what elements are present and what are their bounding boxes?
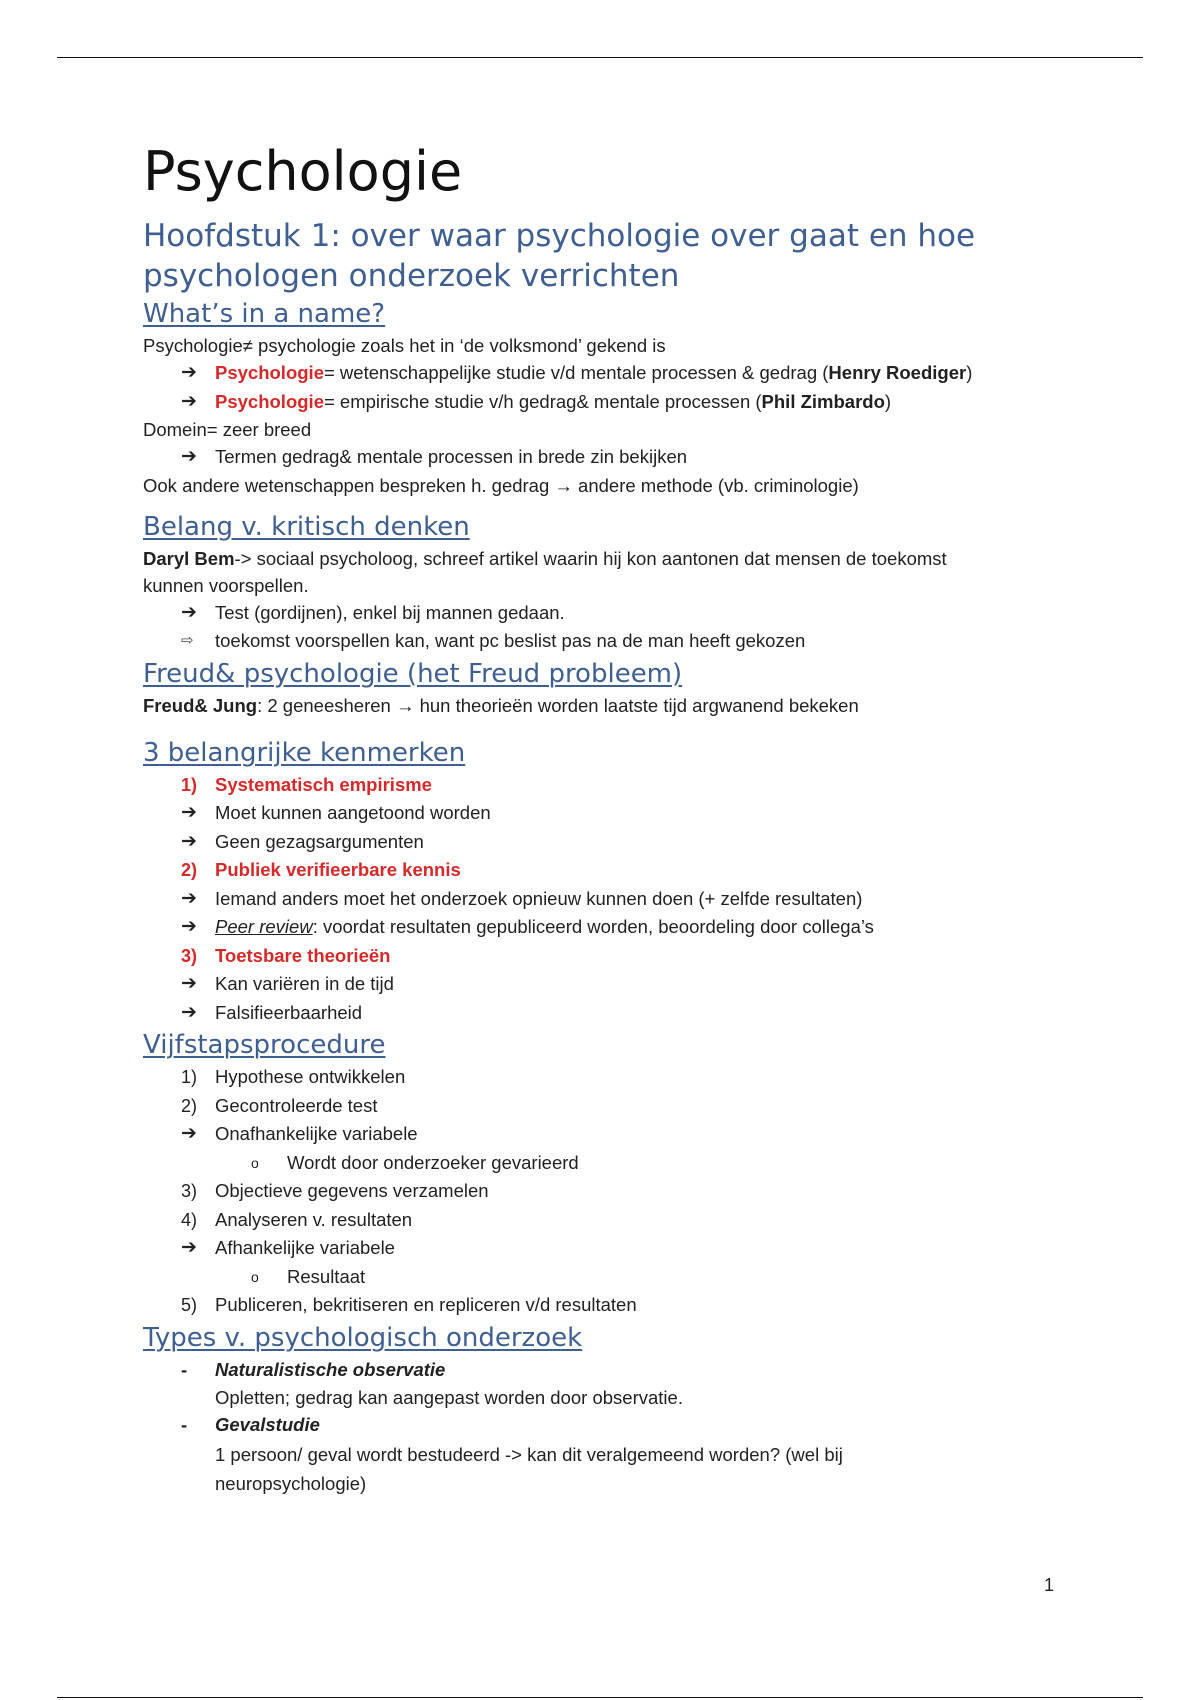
list-number: 2) [181,860,198,880]
text-fragment: kunnen voorspellen. [143,574,309,596]
list-item-text: Analyseren v. resultaten [215,1208,413,1230]
list-item [143,359,1043,388]
list-item [143,799,1043,828]
paragraph: Psychologie≠ psychologie zoals het in ‘de volksmond’ gekend is [143,335,666,356]
list-item-text: Onafhankelijke variabele [215,1123,418,1144]
arrow-bullet-icon: ➔ [181,1237,197,1258]
paragraph [215,1440,1043,1498]
list-item-text: Afhankelijke variabele [215,1237,395,1258]
text-fragment: : 2 geneesheren [257,694,391,716]
list-item-text: Termen gedrag& mentale processen in brede zin bekijken [215,446,688,467]
list-item-text: Kan variëren in de tijd [215,973,394,994]
list-item-text: Publiek verifieerbare kennis [215,859,461,880]
emphasized-term: Peer review [215,916,313,937]
list-number: 3) [181,1181,198,1201]
arrow-bullet-icon: ➔ [181,830,197,852]
list-item [143,627,1043,656]
section-heading-kritisch-denken: Belang v. kritisch denken [143,511,470,542]
section-heading-kenmerken: 3 belangrijke kenmerken [143,737,466,768]
section-heading-whats-in-a-name: What’s in a name? [143,299,386,329]
section-heading-freud: Freud& psychologie (het Freud probleem) [143,658,683,689]
text-fragment: 1 persoon/ geval wordt bestudeerd -> kan dit veralgemeend worden? (wel bij [215,1443,843,1465]
list-item [143,828,1043,857]
arrow-bullet-icon: ➔ [181,973,197,994]
list-item-text: Systematisch empirisme [215,773,432,795]
hollow-arrow-bullet-icon: ⇨ [181,632,194,649]
highlighted-term: Psychologie [215,362,324,383]
text-fragment: hun theorieën worden laatste tijd argwanend bekeken [419,694,859,716]
arrow-bullet-icon: ➔ [181,601,197,623]
document-title: Psychologie [143,140,463,203]
list-item-text [215,388,891,417]
numbered-item [143,856,1043,885]
list-item [143,388,1043,417]
list-item [143,599,1043,628]
section-heading-vijfstapsprocedure: Vijfstapsprocedure [143,1030,386,1060]
numbered-item [143,1177,1043,1206]
inline-arrow-icon: → [395,694,415,716]
list-item-text: Falsifieerbaarheid [215,1001,363,1023]
list-item [143,970,1043,999]
numbered-item [143,1092,1043,1121]
list-number: 2) [181,1095,198,1116]
inline-arrow-icon: → [554,474,573,496]
list-number: 1) [181,774,198,795]
list-item-text: Test (gordijnen), enkel bij mannen gedaan. [215,601,565,623]
section-heading-types-onderzoek: Types v. psychologisch onderzoek [143,1322,583,1353]
arrow-bullet-icon: ➔ [181,1001,197,1023]
list-item [143,443,1043,472]
paragraph [143,545,1043,599]
arrow-bullet-icon: ➔ [181,362,197,383]
list-item-text: Gecontroleerde test [215,1094,378,1116]
dash-bullet-icon: - [181,1414,188,1435]
bottom-rule [57,1697,1143,1698]
arrow-bullet-icon: ➔ [181,390,197,412]
numbered-item [143,771,1043,800]
highlighted-term: Psychologie [215,390,324,412]
circle-bullet-icon: o [251,1154,259,1171]
list-item-text: Publiceren, bekritiseren en repliceren v/d resultaten [215,1294,637,1315]
arrow-bullet-icon: ➔ [181,916,197,937]
arrow-bullet-icon: ➔ [181,1123,197,1144]
list-item-text: Geen gezagsargumenten [215,830,424,852]
sub-list-item [143,1149,1043,1178]
text-fragment: neuropsychologie) [215,1472,367,1494]
paragraph [143,692,1043,719]
document-body [143,140,1043,1498]
author-name: Phil Zimbardo [761,390,885,412]
sub-list-item [143,1263,1043,1292]
list-item-text: toekomst voorspellen kan, want pc beslist pas na de man heeft gekozen [215,630,806,651]
text-fragment: -> sociaal psycholoog, schreef artikel waarin hij kon aantonen dat mensen de toekomst [234,547,947,569]
list-item-text [215,359,972,388]
numbered-item [143,1063,1043,1092]
list-number: 1) [181,1067,198,1087]
close-paren: ) [884,390,892,412]
paragraph: Opletten; gedrag kan aangepast worden door observatie. [215,1387,683,1408]
numbered-item [143,1291,1043,1320]
arrow-bullet-icon: ➔ [181,446,197,467]
definition-text: = wetenschappelijke studie v/d mentale processen & gedrag ( [323,362,829,383]
list-item-text: Toetsbare theorieën [215,944,391,966]
list-number: 3) [181,945,198,966]
chapter-heading-line-1: Hoofdstuk 1: over waar psychologie over gaat en hoe [143,218,976,254]
list-item-text: Wordt door onderzoeker gevarieerd [287,1151,579,1173]
close-paren: ) [966,362,973,383]
numbered-item [143,1206,1043,1235]
circle-bullet-icon: o [251,1268,259,1285]
list-item-text: Moet kunnen aangetoond worden [215,802,491,823]
author-name: Henry Roediger [828,362,967,383]
top-rule [57,57,1143,58]
arrow-bullet-icon: ➔ [181,802,197,823]
dash-bullet-icon: - [181,1358,188,1380]
person-name: Daryl Bem [143,547,235,569]
list-item [143,999,1043,1028]
paragraph: Domein= zeer breed [143,419,312,440]
list-number: 5) [181,1295,198,1315]
list-item-text: Objectieve gegevens verzamelen [215,1180,489,1201]
arrow-bullet-icon: ➔ [181,887,197,909]
numbered-item [143,942,1043,971]
person-name: Freud& Jung [143,694,258,716]
list-item-text: Iemand anders moet het onderzoek opnieuw kunnen doen (+ zelfde resultaten) [215,887,863,909]
text-fragment: : voordat resultaten gepubliceerd worden, beoordeling door collega’s [312,916,874,937]
paragraph [143,472,1043,499]
dash-item [143,1356,1043,1385]
definition-text: = empirische studie v/h gedrag& mentale processen ( [323,390,762,412]
list-item-text: Resultaat [287,1265,366,1287]
list-item [143,913,1043,942]
page-number: 1 [1044,1575,1055,1595]
dash-item [143,1411,1043,1440]
list-item-text [215,913,874,942]
list-item-title: Naturalistische observatie [215,1358,446,1380]
list-item [143,1234,1043,1263]
list-item-title: Gevalstudie [215,1414,320,1435]
text-fragment: Ook andere wetenschappen bespreken h. gedrag [143,474,550,496]
list-item [143,1120,1043,1149]
list-item [143,885,1043,914]
list-number: 4) [181,1209,198,1230]
list-item-text: Hypothese ontwikkelen [215,1066,406,1087]
text-fragment: andere methode (vb. criminologie) [578,474,859,496]
chapter-heading-line-2: psychologen onderzoek verrichten [143,258,680,294]
chapter-heading [143,216,1043,296]
